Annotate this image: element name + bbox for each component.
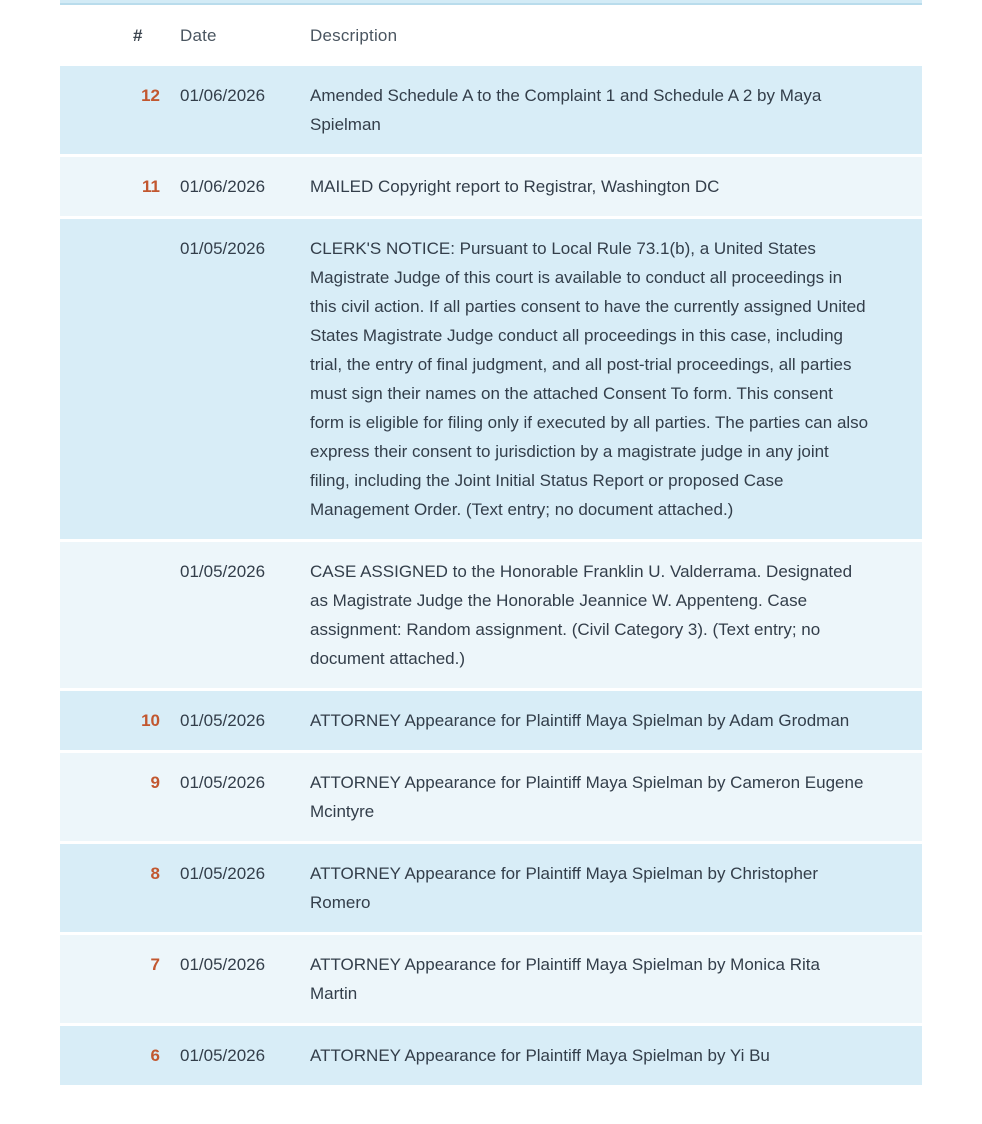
entry-date: 01/05/2026 [180,773,266,792]
column-header-description: Description [310,25,398,45]
entry-number-link[interactable] [115,234,160,524]
entry-description: ATTORNEY Appearance for Plaintiff Maya Spielman by Adam Grodman [310,711,850,730]
entry-date: 01/06/2026 [180,86,266,105]
entry-date: 01/05/2026 [180,711,266,730]
table-row [60,753,922,844]
table-row [60,66,922,157]
table-row [60,844,922,935]
entry-date: 01/05/2026 [180,1046,266,1065]
entry-description: CASE ASSIGNED to the Honorable Franklin U. Valderrama. Designated as Magistrate Judge the Honorable Jeannice W. Appenteng. Case assignment: Random assignment. (Civil Category 3). (Text entry; no document attached.) [310,562,853,668]
entry-number-link[interactable]: 6 [150,1046,160,1065]
table-row [60,157,922,219]
entry-description: Amended Schedule A to the Complaint 1 and Schedule A 2 by Maya Spielman [310,86,822,134]
table-header-row [60,5,922,66]
entry-number-link[interactable] [115,557,160,673]
entry-date: 01/05/2026 [180,955,266,974]
entry-date: 01/05/2026 [180,562,266,581]
table-body [60,66,922,1088]
column-header-number[interactable]: # [133,25,143,45]
entry-number-link[interactable]: 12 [141,86,160,105]
entry-description: CLERK'S NOTICE: Pursuant to Local Rule 73.1(b), a United States Magistrate Judge of this court is available to conduct all proceedings in this civil action. If all parties consent to have the currently assigned United States Magistrate Judge conduct all proceedings in this case, including trial, the entry of final judgment, and all post-trial proceedings, all parties must sign their names on the attached Consent To form. This consent form is eligible for filing only if executed by all parties. The parties can also express their consent to jurisdiction by a magistrate judge in any joint filing, including the Joint Initial Status Report or proposed Case Management Order. (Text entry; no document attached.) [310,239,869,519]
entry-description: ATTORNEY Appearance for Plaintiff Maya Spielman by Yi Bu [310,1046,770,1065]
entry-date: 01/05/2026 [180,239,266,258]
table-row [60,542,922,691]
entry-number-link[interactable]: 11 [142,177,160,196]
entry-date: 01/05/2026 [180,864,266,883]
docket-table [60,0,922,1088]
entry-description: ATTORNEY Appearance for Plaintiff Maya Spielman by Christopher Romero [310,864,819,912]
entry-description: MAILED Copyright report to Registrar, Washington DC [310,177,720,196]
entry-description: ATTORNEY Appearance for Plaintiff Maya Spielman by Monica Rita Martin [310,955,820,1003]
column-header-date: Date [180,25,217,45]
table-row [60,219,922,542]
entry-date: 01/06/2026 [180,177,266,196]
entry-number-link[interactable]: 10 [141,711,160,730]
entry-number-link[interactable]: 9 [150,773,160,792]
entry-number-link[interactable]: 7 [150,955,160,974]
table-row [60,935,922,1026]
table-row [60,1026,922,1088]
entry-number-link[interactable]: 8 [150,864,160,883]
table-row [60,691,922,753]
entry-description: ATTORNEY Appearance for Plaintiff Maya Spielman by Cameron Eugene Mcintyre [310,773,864,821]
